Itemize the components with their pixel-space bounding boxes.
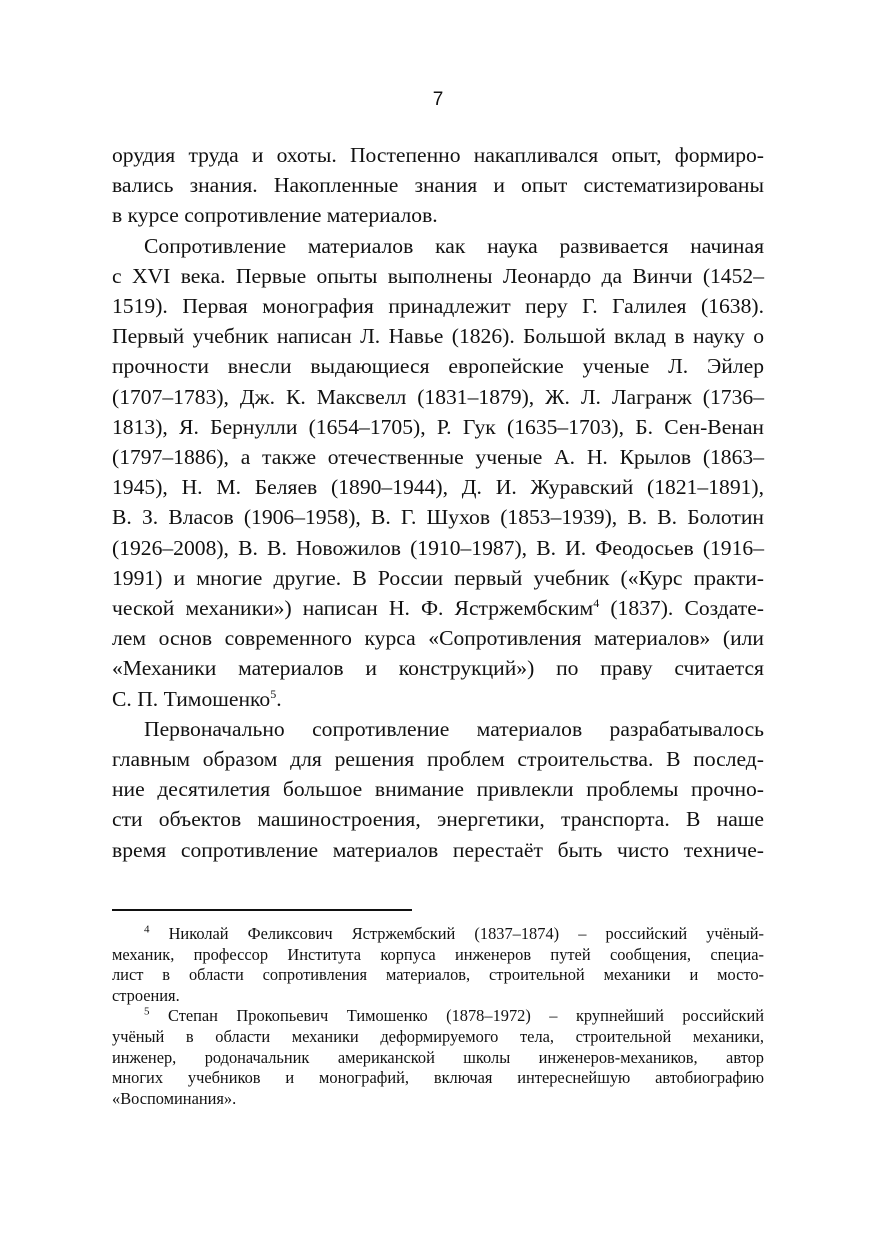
text-line: 1813), Я. Бернулли (1654–1705), Р. Гук (1635–1703), Б. Сен-Венан (112, 414, 764, 439)
text-line: прочности внесли выдающиеся европейские ученые Л. Эйлер (112, 354, 764, 379)
footnote-line: учёный в области механики деформируемого тела, строительной механики, (112, 1026, 764, 1046)
text-line: Сопротивление материалов как наука развивается начиная (144, 233, 764, 258)
text-line: время сопротивление материалов перестаёт быть чисто техниче- (112, 837, 764, 862)
footnote-5 (112, 1006, 764, 1109)
footnote-ref-5[interactable]: 5 (270, 686, 277, 701)
footnote-4 (112, 924, 764, 1006)
text-fragment: Николай Феликсович Ястржембский (1837–1874) – российский учёный- (149, 924, 764, 943)
footnote-separator (112, 909, 412, 911)
text-fragment: ческой механики») написан Н. Ф. Ястржембским (112, 596, 594, 621)
text-line: (1926–2008), В. В. Новожилов (1910–1987), В. И. Феодосьев (1916– (112, 535, 764, 560)
text-line: 1519). Первая монография принадлежит перу Г. Галилея (1638). (112, 294, 764, 319)
paragraph-2 (112, 231, 764, 714)
text-line: сти объектов машиностроения, энергетики, транспорта. В наше (112, 807, 764, 832)
text-line (112, 593, 764, 623)
footnote-line: механик, профессор Института корпуса инженеров путей сообщения, специа- (112, 944, 764, 964)
page-number: 7 (432, 89, 444, 110)
text-line: орудия труда и охоты. Постепенно накапливался опыт, формиро- (112, 143, 764, 167)
footnote-line: многих учебников и монографий, включая интереснейшую автобиографию (112, 1068, 764, 1088)
text-line: вались знания. Накопленные знания и опыт систематизированы (112, 173, 764, 198)
text-line (112, 684, 764, 714)
text-line: «Механики материалов и конструкций») по праву считается (112, 656, 764, 681)
paragraph-3 (112, 714, 764, 865)
text-line: главным образом для решения проблем строительства. В послед- (112, 747, 764, 772)
text-line: (1707–1783), Дж. К. Максвелл (1831–1879), Ж. Л. Лагранж (1736– (112, 384, 764, 409)
text-fragment: (1837). Создате- (599, 596, 765, 621)
text-line: в курсе сопротивление материалов. (112, 203, 438, 228)
text-line: лем основ современного курса «Сопротивления материалов» (или (112, 626, 764, 651)
text-line: 1991) и многие другие. В России первый учебник («Курс практи- (112, 565, 764, 590)
text-line: Первый учебник написан Л. Навье (1826). Большой вклад в науку о (112, 324, 764, 349)
text-fragment: . (276, 686, 282, 711)
footnote-marker: 4 (144, 923, 150, 936)
footnote-line: инженер, родоначальник американской школы инженеров-механиков, автор (112, 1047, 764, 1067)
text-fragment: С. П. Тимошенко (112, 686, 271, 711)
footnote-marker: 5 (144, 1005, 150, 1018)
text-line: (1797–1886), а также отечественные ученые А. Н. Крылов (1863– (112, 445, 764, 470)
text-line: В. З. Власов (1906–1958), В. Г. Шухов (1853–1939), В. В. Болотин (112, 505, 764, 530)
footnote-line: строения. (112, 985, 180, 1005)
text-fragment: Степан Прокопьевич Тимошенко (1878–1972) – крупнейший российский (149, 1006, 764, 1026)
main-text (112, 140, 764, 865)
footnote-line: «Воспоминания». (112, 1088, 237, 1108)
footnote-ref-4[interactable]: 4 (593, 595, 600, 610)
footnotes (112, 924, 764, 1109)
text-line: ние десятилетия большое внимание привлекли проблемы прочно- (112, 777, 764, 802)
text-line: Первоначально сопротивление материалов разрабатывалось (144, 716, 764, 741)
text-line: 1945), Н. М. Беляев (1890–1944), Д. И. Журавский (1821–1891), (112, 475, 764, 500)
paragraph-1 (112, 140, 764, 231)
text-line: с XVI века. Первые опыты выполнены Леонардо да Винчи (1452– (112, 263, 764, 288)
footnote-line: лист в области сопротивления материалов, строительной механики и мосто- (112, 965, 764, 985)
footnote-line (112, 1006, 764, 1027)
footnote-line (112, 924, 764, 945)
